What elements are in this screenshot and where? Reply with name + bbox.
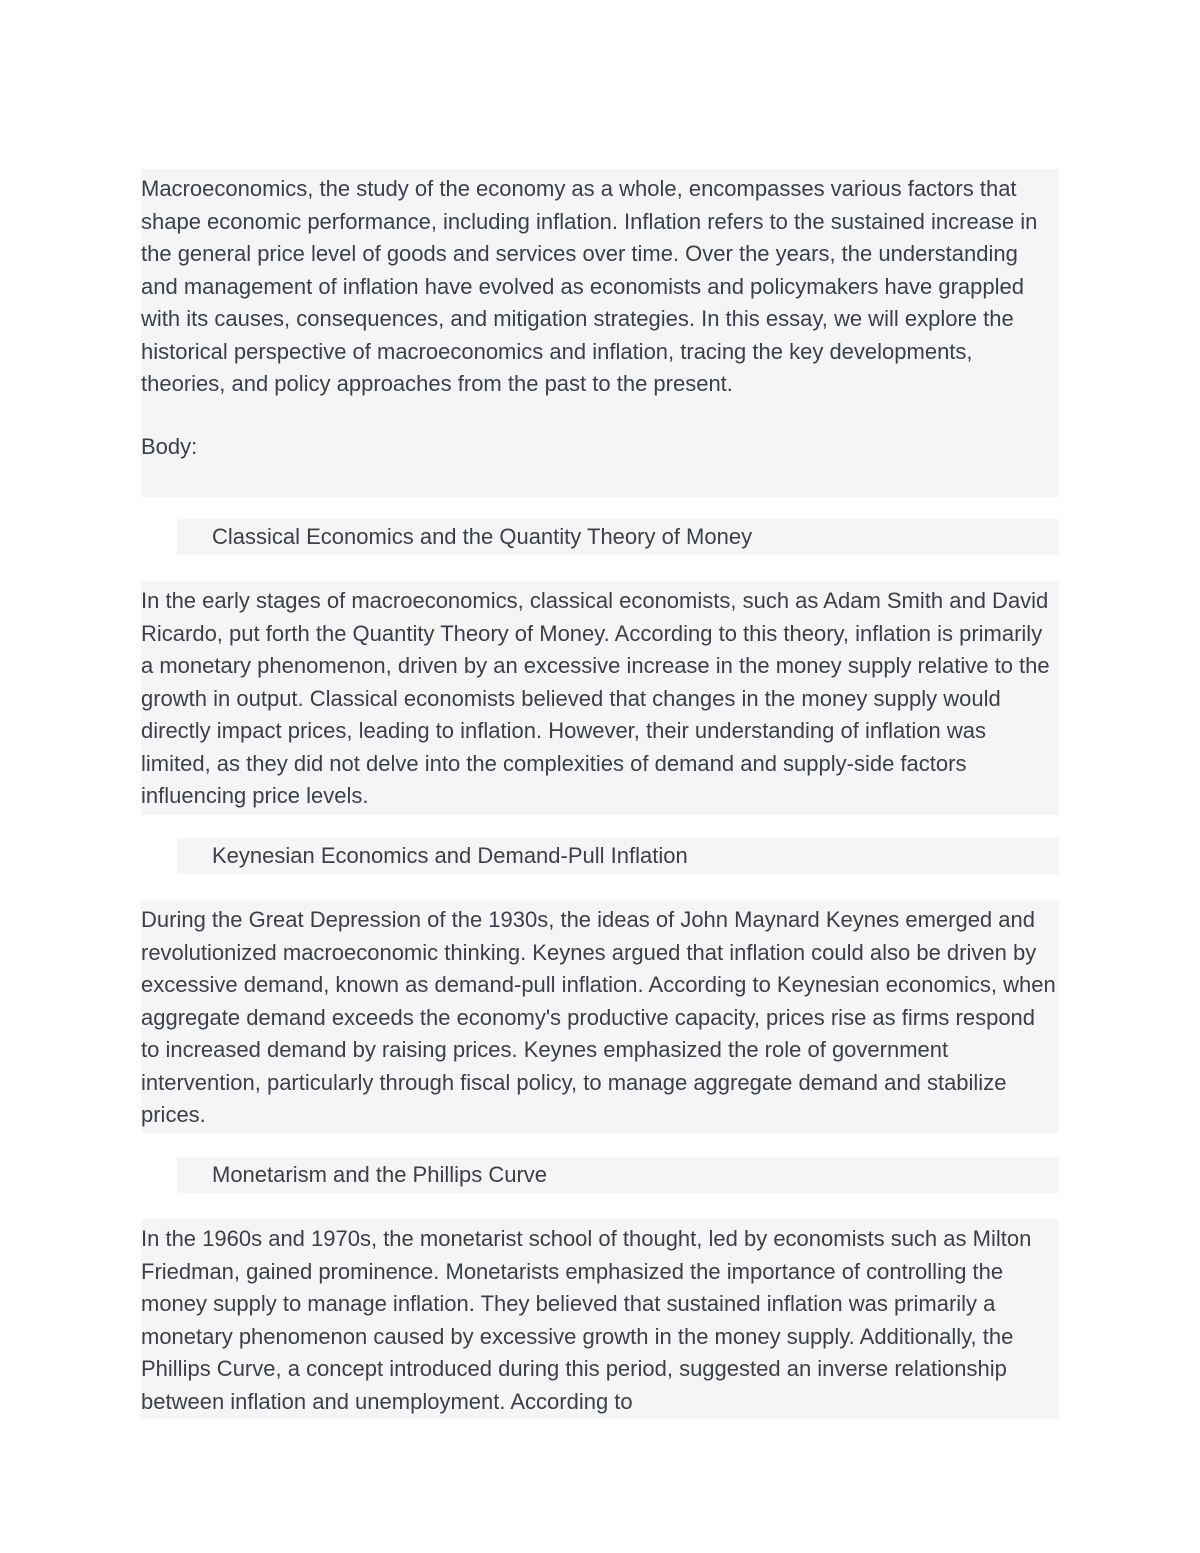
section-body-classical: [141, 581, 1059, 815]
section-heading-monetarism: Monetarism and the Phillips Curve: [177, 1157, 1059, 1193]
body-label: Body:: [141, 433, 198, 459]
section-paragraph: In the 1960s and 1970s, the monetarist school of thought, led by economists such as Milton Friedman, gained prominence. Monetarists emphasized the importance of controlling the money supply to manage inflation. They believed that sustained inflation was primarily a monetary phenomenon caused by excessive growth in the money supply. Additionally, the Phillips Curve, a concept introduced during this period, suggested an inverse relationship between inflation and unemployment. According to: [141, 1226, 1032, 1414]
section-body-keynesian: [141, 900, 1059, 1133]
section-paragraph: In the early stages of macroeconomics, classical economists, such as Adam Smith and David Ricardo, put forth the Quantity Theory of Money. According to this theory, inflation is primarily a monetary phenomenon, driven by an excessive increase in the money supply relative to the growth in output. Classical economists believed that changes in the money supply would directly impact prices, leading to inflation. However, their understanding of inflation was limited, as they did not delve into the complexities of demand and supply-side factors influencing price levels.: [141, 588, 1050, 808]
section-body-monetarism: [141, 1219, 1059, 1419]
section-paragraph: During the Great Depression of the 1930s, the ideas of John Maynard Keynes emerged and revolutionized macroeconomic thinking. Keynes argued that inflation could also be driven by excessive demand, known as demand-pull inflation. According to Keynesian economics, when aggregate demand exceeds the economy's productive capacity, prices rise as firms respond to increased demand by raising prices. Keynes emphasized the role of government intervention, particularly through fiscal policy, to manage aggregate demand and stabilize prices.: [141, 907, 1056, 1127]
intro-paragraph: Macroeconomics, the study of the economy as a whole, encompasses various factors that shape economic performance, including inflation. Inflation refers to the sustained increase in the general price level of goods and services over time. Over the years, the understanding and management of inflation have evolved as economists and policymakers have grappled with its causes, consequences, and mitigation strategies. In this essay, we will explore the historical perspective of macroeconomics and inflation, tracing the key developments, theories, and policy approaches from the past to the present.: [141, 176, 1038, 396]
section-heading-classical: Classical Economics and the Quantity Theory of Money: [177, 519, 1059, 555]
section-heading-keynesian: Keynesian Economics and Demand-Pull Inflation: [177, 838, 1059, 874]
intro-block: [141, 169, 1059, 497]
